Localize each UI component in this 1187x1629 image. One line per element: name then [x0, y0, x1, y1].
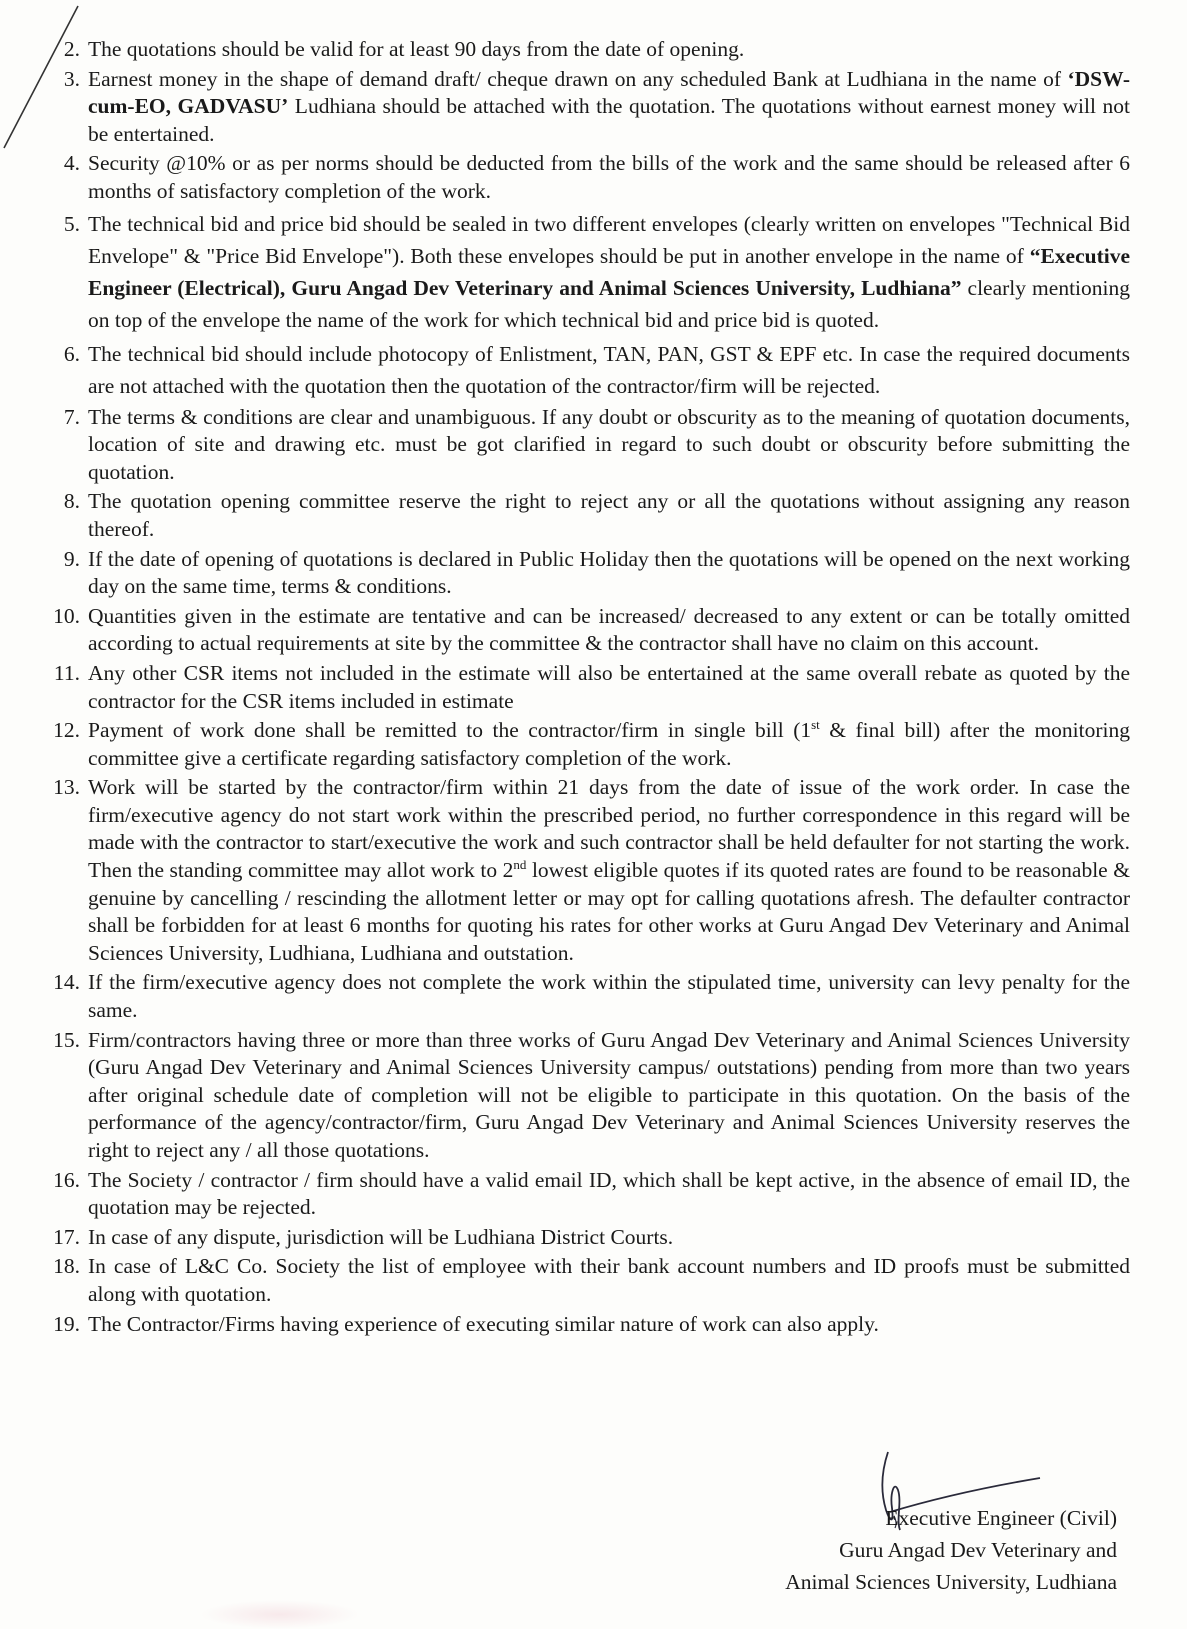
clause-text [88, 488, 1130, 543]
clause-item [30, 1311, 1130, 1339]
clause-number: 10. [53, 603, 80, 628]
clause-item [30, 1027, 1130, 1165]
clause-text-segment: Any other CSR items not included in the estimate will also be entertained at the same overall rebate as quoted by the contractor for the CSR items included in estimate [88, 660, 1130, 713]
clause-number: 11. [53, 660, 80, 685]
signatory-organisation-line-2: Animal Sciences University, Ludhiana [785, 1570, 1117, 1594]
clause-number: 7. [63, 404, 80, 429]
clause-text [88, 969, 1130, 1024]
ordinal-suffix: st [811, 716, 820, 732]
clause-text [88, 338, 1130, 402]
clause-number: 17. [53, 1224, 80, 1249]
clause-text-segment: The quotation opening committee reserve the right to reject any or all the quotations without assigning any reason thereof. [88, 489, 1130, 541]
clause-number: 15. [53, 1027, 80, 1052]
clause-number: 9. [63, 546, 80, 571]
clause-text [88, 404, 1130, 487]
clause-text-segment: In case of L&C Co. Society the list of employee with their bank account numbers and ID proofs must be submitted along with quotation. [88, 1254, 1130, 1306]
clause-text-segment: Quantities given in the estimate are tentative and can be increased/ decreased to any extent or can be totally omitted according to actual requirements at site by the committee & the contractor shall have no claim on this account. [88, 603, 1130, 656]
clause-item [30, 660, 1130, 715]
clause-text-segment: & final bill) after the monitoring committee give a certificate regarding satisfactory completion of the work. [88, 718, 1131, 770]
clause-item [30, 36, 1130, 64]
clause-item [30, 66, 1130, 149]
clause-text-bold: “Executive Engineer (Electrical), Guru Angad Dev Veterinary and Animal Sciences University, Ludhiana” [88, 243, 1130, 300]
clause-text [88, 208, 1130, 336]
clause-text-segment: lowest eligible quotes if its quoted rates are found to be reasonable & genuine by cancelling / rescinding the allotment letter or may opt for calling quotations afresh. The defaulter contractor shall be forbidden for at least 6 months for quoting his rates for other works at Guru Angad Dev Veterinary and Animal Sciences University, Ludhiana, Ludhiana and outstation. [88, 858, 1130, 965]
clause-text-segment: If the date of opening of quotations is declared in Public Holiday then the quotations will be opened on the next working day on the same time, terms & conditions. [88, 546, 1130, 599]
clause-item [30, 1253, 1130, 1308]
clause-number: 2. [63, 37, 80, 61]
clause-text [88, 660, 1130, 715]
clause-text-segment: In case of any dispute, jurisdiction will be Ludhiana District Courts. [88, 1224, 674, 1249]
clause-text-segment: The Society / contractor / firm should have a valid email ID, which shall be kept active, in the absence of email ID, the quotation may be rejected. [88, 1167, 1130, 1220]
clause-text [88, 1167, 1130, 1222]
clause-item [30, 1167, 1130, 1222]
clause-item [30, 969, 1130, 1024]
clause-text [88, 1311, 1130, 1339]
clause-number: 13. [53, 775, 80, 800]
clause-text [88, 66, 1130, 149]
clause-text-segment: Security @10% or as per norms should be deducted from the bills of the work and the same should be released after 6 months of satisfactory completion of the work. [88, 151, 1130, 203]
clause-number: 19. [53, 1311, 80, 1336]
clause-item [30, 1224, 1130, 1252]
clause-text-segment: If the firm/executive agency does not complete the work within the stipulated time, university can levy penalty for the same. [88, 970, 1130, 1023]
clause-text [88, 603, 1130, 658]
clause-item [30, 208, 1130, 336]
clause-number: 6. [63, 341, 80, 366]
clause-text-segment: Earnest money in the shape of demand draft/ cheque drawn on any scheduled Bank at Ludhiana in the name of [88, 66, 1068, 91]
signatory-designation: Executive Engineer (Civil) [885, 1506, 1117, 1530]
clause-text [88, 1224, 1130, 1252]
clause-text-segment: Firm/contractors having three or more than three works of Guru Angad Dev Veterinary and Animal Sciences University (Guru Angad Dev Veterinary and Animal Sciences University campus/ outstations) pending from more than two years after original schedule date of completion will not be eligible to participate in this quotation. On the basis of the performance of the agency/contractor/firm, Guru Angad Dev Veterinary and Animal Sciences University reserves the right to reject any / all those quotations. [88, 1027, 1130, 1162]
clause-text [88, 774, 1130, 967]
clause-text-segment: Work will be started by the contractor/firm within 21 days from the date of issue of the work order. In case the firm/executive agency do not start work within the prescribed period, no further correspondence in this regard will be made with the contractor to start/executive the work and such contractor shall be held defaulter for not starting the work. Then the standing committee may allot work to 2 [88, 775, 1130, 883]
clause-text-segment: The Contractor/Firms having experience of executing similar nature of work can also apply. [88, 1311, 879, 1336]
clause-text-bold: ‘DSW-cum-EO, GADVASU’ [88, 66, 1130, 119]
clause-item [30, 150, 1130, 205]
ordinal-suffix: nd [513, 856, 527, 872]
clause-number: 12. [53, 718, 80, 743]
clause-text [88, 150, 1130, 205]
clause-text [88, 1027, 1130, 1165]
clause-text [88, 1253, 1130, 1308]
clause-number: 3. [63, 66, 80, 91]
clause-text-segment: The technical bid and price bid should be sealed in two different envelopes (clearly written on envelopes "Technical Bid Envelope" & "Price Bid Envelope"). Both these envelopes should be put in another envelope in the name of [88, 211, 1130, 268]
clause-item [30, 603, 1130, 658]
clause-text-segment: The technical bid should include photocopy of Enlistment, TAN, PAN, GST & EPF etc. In case the required documents are not attached with the quotation then the quotation of the contractor/firm will be rejected. [88, 341, 1130, 398]
clause-item [30, 488, 1130, 543]
signature-block [785, 1502, 1117, 1598]
terms-and-conditions-list [30, 36, 1130, 1340]
clause-item [30, 774, 1130, 967]
clause-number: 16. [53, 1167, 80, 1192]
clause-text-segment: clearly mentioning on top of the envelope the name of the work for which technical bid and price bid is quoted. [88, 275, 1130, 332]
clause-text-segment: The quotations should be valid for at least 90 days from the date of opening. [88, 37, 745, 61]
clause-number: 8. [63, 489, 80, 514]
clause-number: 5. [63, 211, 80, 236]
clause-item [30, 404, 1130, 487]
clause-text [88, 36, 1130, 64]
clause-number: 18. [53, 1254, 80, 1279]
clause-item [30, 338, 1130, 402]
stamp-trace [200, 1600, 360, 1629]
clause-item [30, 546, 1130, 601]
clause-number: 4. [63, 151, 80, 176]
clause-text-segment: Payment of work done shall be remitted to the contractor/firm in single bill (1 [88, 718, 812, 743]
clause-text [88, 717, 1130, 772]
signatory-organisation-line-1: Guru Angad Dev Veterinary and [839, 1538, 1117, 1562]
clause-text [88, 546, 1130, 601]
clause-number: 14. [53, 970, 80, 995]
clause-item [30, 717, 1130, 772]
clause-text-segment: The terms & conditions are clear and unambiguous. If any doubt or obscurity as to the meaning of quotation documents, location of site and drawing etc. must be got clarified in regard to such doubt or obscurity before submitting the quotation. [88, 404, 1130, 484]
clause-text-segment: Ludhiana should be attached with the quotation. The quotations without earnest money will not be entertained. [88, 94, 1130, 146]
